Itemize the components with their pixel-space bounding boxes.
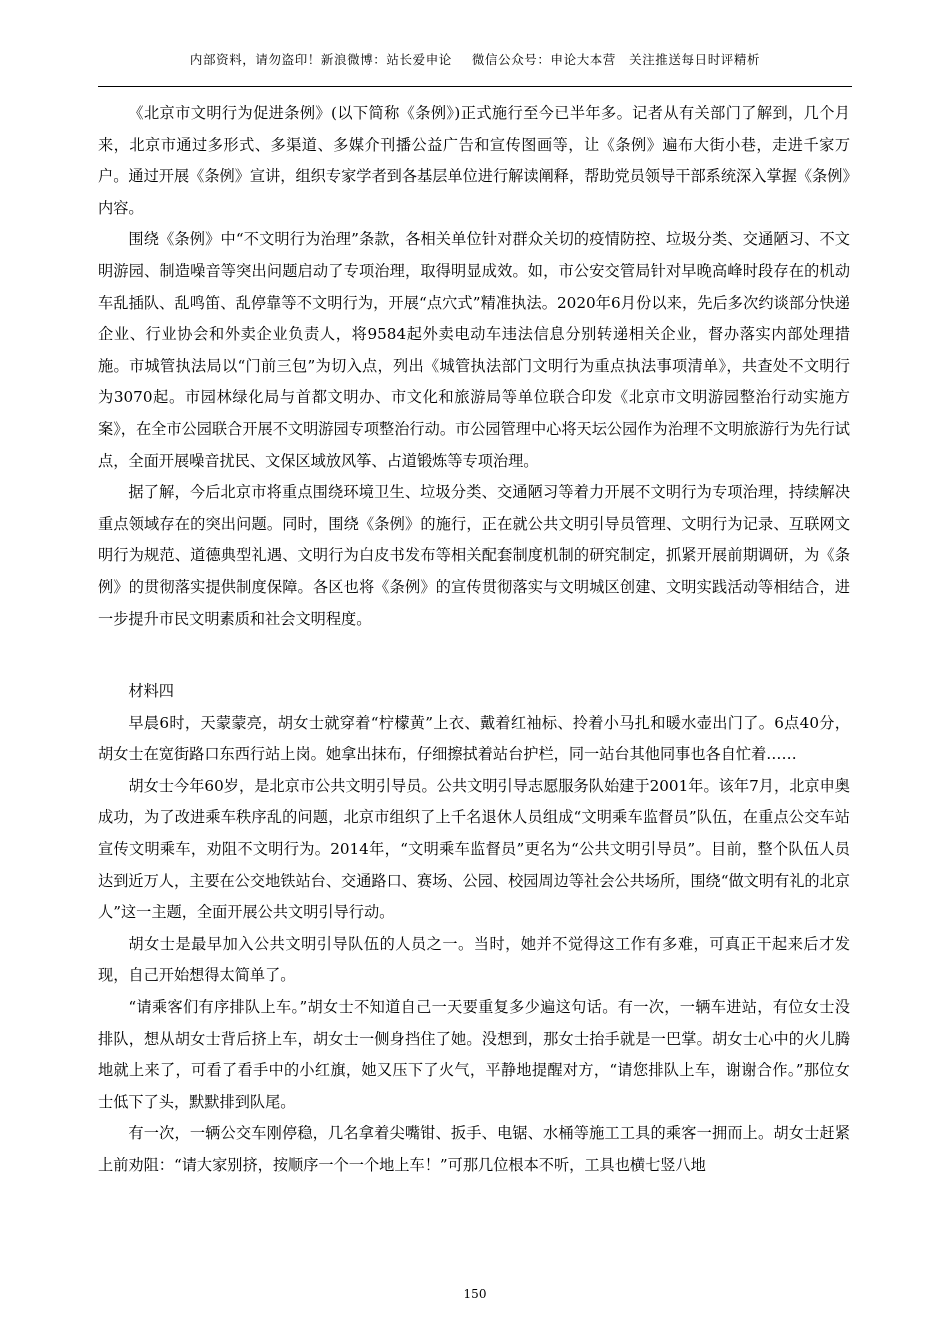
paragraph: 胡女士今年60岁，是北京市公共文明引导员。公共文明引导志愿服务队始建于2001年。该年7月，北京申奥成功，为了改进乘车秩序乱的问题，北京市组织了上千名退休人员组成“文明乘车监督员”队伍，在重点公交车站宣传文明乘车，劝阻不文明行为。2014年，“文明乘车监督员”更名为“公共文明引导员”。目前，整个队伍人员达到近万人，主要在公交地铁站台、交通路口、赛场、公园、校园周边等社会公共场所，围绕“做文明有礼的北京人”这一主题，全面开展公共文明引导行动。 — [98, 776, 850, 922]
page-number: 150 — [463, 1287, 487, 1301]
header-right-text: 微信公众号：申论大本营 关注推送每日时评精析 — [471, 52, 761, 67]
paragraph: “请乘客们有序排队上车。”胡女士不知道自己一天要重复多少遍这句话。有一次，一辆车进站，有位女士没排队，想从胡女士背后挤上车，胡女士一侧身挡住了她。没想到，那女士抬手就是一巴掌。胡女士心中的火儿腾地就上来了，可看了看手中的小红旗，她又压下了火气，平静地提醒对方，“请您排队上车，谢谢合作。”那位女士低下了头，默默排到队尾。 — [98, 998, 850, 1111]
header-left-text: 内部资料，请勿盗印！新浪微博：站长爱申论 — [189, 52, 452, 67]
paragraph: 围绕《条例》中“不文明行为治理”条款，各相关单位针对群众关切的疫情防控、垃圾分类、交通陋习、不文明游园、制造噪音等突出问题启动了专项治理，取得明显成效。如，市公安交管局针对早晚高峰时段存在的机动车乱插队、乱鸣笛、乱停靠等不文明行为，开展“点穴式”精准执法。2020年6月份以来，先后多次约谈部分快递企业、行业协会和外卖企业负责人，将9584起外卖电动车违法信息分别转递相关企业，督办落实内部处理措施。市城管执法局以“门前三包”为切入点，列出《城管执法部门文明行为重点执法事项清单》，共查处不文明行为3070起。市园林绿化局与首都文明办、市文化和旅游局等单位联合印发《北京市文明游园整治行动实施方案》，在全市公园联合开展不文明游园专项整治行动。市公园管理中心将天坛公园作为治理不文明旅游行为先行试点，全面开展噪音扰民、文保区域放风筝、占道锻炼等专项治理。 — [98, 230, 850, 470]
paragraph: 早晨6时，天蒙蒙亮，胡女士就穿着“柠檬黄”上衣、戴着红袖标、拎着小马扎和暖水壶出门了。6点40分，胡女士在宽街路口东西行站上岗。她拿出抹布，仔细擦拭着站台护栏，同一站台其他同事也各自忙着…… — [98, 713, 850, 764]
section-spacer — [98, 635, 850, 676]
paragraph: 《北京市文明行为促进条例》(以下简称《条例》)正式施行至今已半年多。记者从有关部门了解到，几个月来，北京市通过多形式、多渠道、多媒介刊播公益广告和宣传图画等，让《条例》遍布大街小巷，走进千家万户。通过开展《条例》宣讲，组织专家学者到各基层单位进行解读阐释，帮助党员领导干部系统深入掌握《条例》内容。 — [98, 104, 850, 217]
paragraph: 有一次，一辆公交车刚停稳，几名拿着尖嘴钳、扳手、电锯、水桶等施工工具的乘客一拥而上。胡女士赶紧上前劝阻：“请大家别挤，按顺序一个一个地上车！”可那几位根本不听，工具也横七竖八地 — [98, 1124, 850, 1174]
paragraph: 胡女士是最早加入公共文明引导队伍的人员之一。当时，她并不觉得这工作有多难，可真正干起来后才发现，自己开始想得太简单了。 — [98, 934, 850, 985]
page-header — [88, 50, 862, 68]
document-body — [98, 98, 850, 1182]
paragraph: 据了解，今后北京市将重点围绕环境卫生、垃圾分类、交通陋习等着力开展不文明行为专项治理，持续解决重点领域存在的突出问题。同时，围绕《条例》的施行，正在就公共文明引导员管理、文明行为记录、互联网文明行为规范、道德典型礼遇、文明行为白皮书发布等相关配套制度机制的研究制定，抓紧开展前期调研，为《条例》的贯彻落实提供制度保障。各区也将《条例》的宣传贯彻落实与文明城区创建、文明实践活动等相结合，进一步提升市民文明素质和社会文明程度。 — [98, 483, 850, 628]
header-divider — [98, 86, 852, 87]
section-title-material-4: 材料四 — [128, 682, 174, 701]
